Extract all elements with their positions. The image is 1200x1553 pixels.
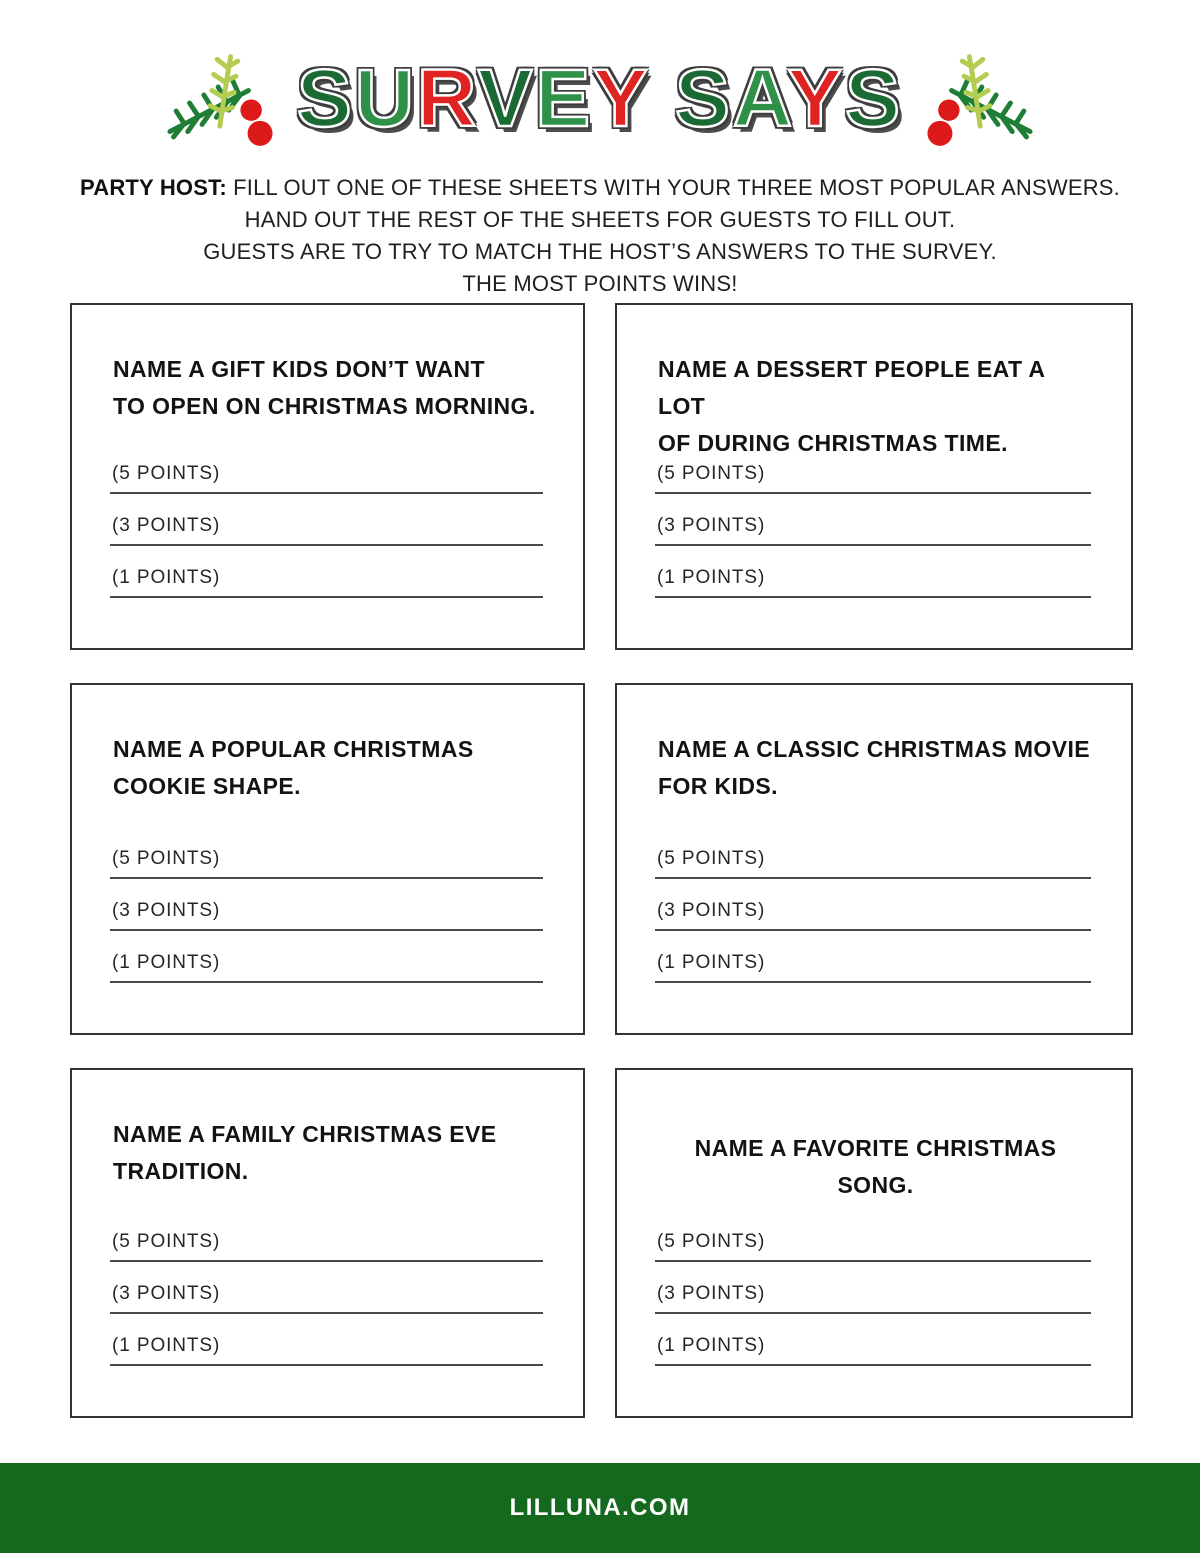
points-label: (1 POINTS) — [112, 952, 221, 973]
holly-sprig-right-icon — [923, 44, 1039, 154]
points-label: (1 POINTS) — [112, 1335, 221, 1356]
points-label: (3 POINTS) — [112, 515, 221, 536]
instruction-line-1-text: FILL OUT ONE OF THESE SHEETS WITH YOUR THREE MOST POPULAR ANSWERS. — [233, 175, 1120, 200]
instruction-line-4: THE MOST POINTS WINS! — [462, 271, 738, 296]
instruction-line-2: HAND OUT THE REST OF THE SHEETS FOR GUESTS TO FILL OUT. — [244, 207, 956, 232]
points-list — [110, 827, 543, 983]
question-text: NAME A FAVORITE CHRISTMAS SONG. — [694, 1135, 1057, 1198]
points-row — [110, 931, 543, 983]
points-row — [655, 546, 1091, 598]
points-row — [655, 931, 1091, 983]
points-row — [110, 1314, 543, 1366]
points-row — [110, 879, 543, 931]
points-list — [655, 827, 1091, 983]
survey-card-dessert — [615, 303, 1133, 650]
points-row — [655, 1262, 1091, 1314]
points-label: (5 POINTS) — [657, 848, 766, 869]
points-row — [110, 494, 543, 546]
points-list — [110, 1210, 543, 1366]
points-list — [110, 442, 543, 598]
footer-bar — [0, 1463, 1200, 1553]
site-credit: LILLUNA.COM — [509, 1494, 691, 1521]
survey-card-movie — [615, 683, 1133, 1035]
points-label: (3 POINTS) — [657, 1283, 766, 1304]
points-row — [655, 442, 1091, 494]
points-label: (5 POINTS) — [112, 848, 221, 869]
survey-card-cookie — [70, 683, 585, 1035]
instruction-line-3: GUESTS ARE TO TRY TO MATCH THE HOST’S ANSWERS TO THE SURVEY. — [203, 239, 997, 264]
survey-card-gift — [70, 303, 585, 650]
points-label: (3 POINTS) — [112, 900, 221, 921]
points-list — [655, 442, 1091, 598]
points-row — [655, 879, 1091, 931]
survey-card-song — [615, 1068, 1133, 1418]
question-text: NAME A GIFT KIDS DON’T WANT TO OPEN ON CHRISTMAS MORNING. — [113, 356, 536, 419]
points-row — [110, 1262, 543, 1314]
points-row — [110, 442, 543, 494]
points-row — [655, 1210, 1091, 1262]
party-host-label: PARTY HOST: — [80, 175, 227, 200]
points-label: (3 POINTS) — [657, 900, 766, 921]
points-label: (3 POINTS) — [657, 515, 766, 536]
points-list — [655, 1210, 1091, 1366]
points-label: (3 POINTS) — [112, 1283, 221, 1304]
points-label: (5 POINTS) — [657, 1231, 766, 1252]
points-label: (1 POINTS) — [657, 1335, 766, 1356]
points-label: (5 POINTS) — [657, 463, 766, 484]
holly-sprig-left-icon — [161, 44, 277, 154]
points-row — [655, 494, 1091, 546]
survey-card-tradition — [70, 1068, 585, 1418]
header — [0, 0, 1200, 158]
question-text: NAME A CLASSIC CHRISTMAS MOVIE FOR KIDS. — [658, 736, 1090, 799]
question-text: NAME A POPULAR CHRISTMAS COOKIE SHAPE. — [113, 736, 474, 799]
points-row — [655, 827, 1091, 879]
survey-cards-grid — [70, 303, 1133, 1418]
points-row — [110, 546, 543, 598]
points-label: (5 POINTS) — [112, 1231, 221, 1252]
points-label: (1 POINTS) — [112, 567, 221, 588]
question-text: NAME A DESSERT PEOPLE EAT A LOT OF DURING CHRISTMAS TIME. — [658, 356, 1045, 456]
instructions — [0, 172, 1200, 300]
points-label: (1 POINTS) — [657, 567, 766, 588]
points-row — [110, 1210, 543, 1262]
page-title: SURVEY SAYS — [297, 53, 903, 144]
points-row — [655, 1314, 1091, 1366]
instruction-line-1 — [0, 172, 1200, 204]
points-label: (5 POINTS) — [112, 463, 221, 484]
points-label: (1 POINTS) — [657, 952, 766, 973]
points-row — [110, 827, 543, 879]
question-text: NAME A FAMILY CHRISTMAS EVE TRADITION. — [113, 1121, 497, 1184]
